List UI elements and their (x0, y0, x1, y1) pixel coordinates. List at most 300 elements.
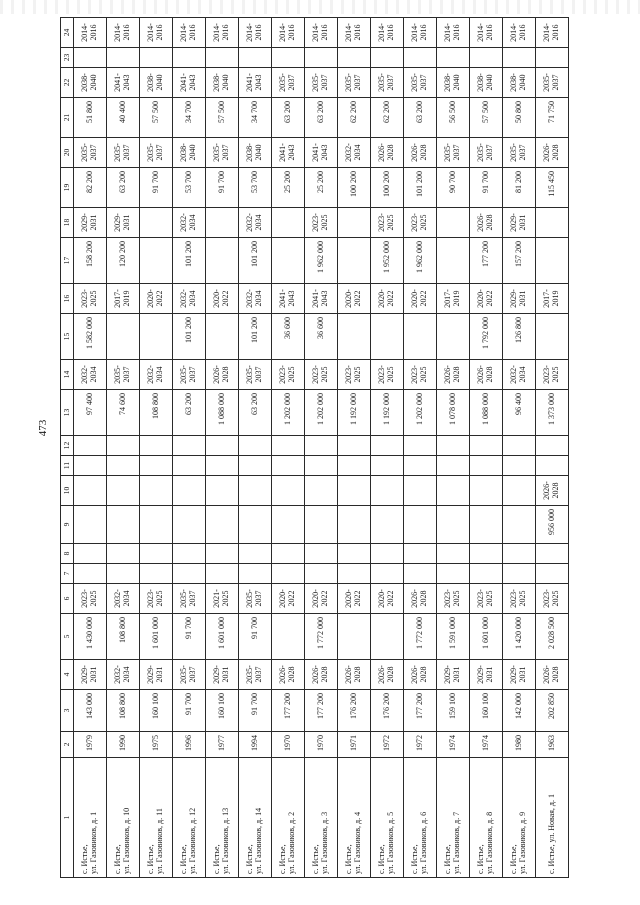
column-number-row (61, 18, 74, 878)
table-cell (503, 456, 536, 476)
table-cell (239, 48, 272, 68)
table-cell: 2023- 2025 (437, 584, 470, 614)
table-cell: 202 850 (536, 690, 569, 732)
table-cell: 91 700 (206, 168, 239, 208)
column-number: 7 (61, 564, 74, 584)
table-cell: 1 420 000 (503, 614, 536, 660)
table-cell: 2021- 2025 (206, 584, 239, 614)
table-cell (437, 506, 470, 544)
table-cell: 101 200 (404, 168, 437, 208)
table-cell: 40 400 (107, 98, 140, 138)
table-cell: 2032- 2034 (173, 284, 206, 314)
table-cell: 1 078 000 (437, 390, 470, 436)
table-cell: 2032- 2034 (173, 208, 206, 238)
table-cell (206, 564, 239, 584)
table-cell (206, 544, 239, 564)
table-cell: 1 792 000 (470, 314, 503, 360)
table-cell (173, 456, 206, 476)
table-cell: 160 100 (140, 690, 173, 732)
table-cell (404, 506, 437, 544)
table-cell: 2020- 2022 (140, 284, 173, 314)
table-cell (173, 506, 206, 544)
table-area (60, 18, 605, 878)
table-cell (239, 436, 272, 456)
table-cell (272, 506, 305, 544)
table-cell: 2035- 2037 (437, 138, 470, 168)
table-cell (140, 208, 173, 238)
address-cell: с. Истье, ул. Газовиков, д. 3 (305, 758, 338, 878)
table-cell (404, 48, 437, 68)
column-number: 6 (61, 584, 74, 614)
address-cell: с. Истье, ул. Газовиков, д. 11 (140, 758, 173, 878)
address-cell: с. Истье, ул. Газовиков, д. 1 (74, 758, 107, 878)
table-cell: 34 700 (239, 98, 272, 138)
table-cell (371, 544, 404, 564)
table-cell: 2035- 2037 (239, 584, 272, 614)
table-cell (140, 544, 173, 564)
table-cell: 2035- 2037 (470, 138, 503, 168)
table-cell (404, 544, 437, 564)
table-cell (140, 564, 173, 584)
table-cell (536, 208, 569, 238)
table-cell: 1990 (107, 732, 140, 758)
column-number: 13 (61, 390, 74, 436)
table-cell (206, 48, 239, 68)
column-number: 20 (61, 138, 74, 168)
table-row (173, 18, 206, 878)
table-cell (74, 476, 107, 506)
table-cell (140, 314, 173, 360)
table-cell (437, 208, 470, 238)
table-cell: 2017- 2019 (107, 284, 140, 314)
table-cell (272, 436, 305, 456)
table-row (503, 18, 536, 878)
table-cell: 101 200 (173, 238, 206, 284)
table-cell: 2032- 2034 (239, 284, 272, 314)
table-cell (140, 456, 173, 476)
column-number: 15 (61, 314, 74, 360)
table-cell: 74 600 (107, 390, 140, 436)
table-cell: 160 100 (470, 690, 503, 732)
table-cell: 1 601 000 (140, 614, 173, 660)
table-cell (503, 48, 536, 68)
table-cell: 2029- 2031 (470, 660, 503, 690)
table-cell: 176 200 (371, 690, 404, 732)
table-cell: 2020- 2022 (206, 284, 239, 314)
column-number: 19 (61, 168, 74, 208)
table-cell (173, 564, 206, 584)
table-cell: 2014- 2016 (206, 18, 239, 48)
table-cell (338, 238, 371, 284)
table-cell (503, 476, 536, 506)
table-row (536, 18, 569, 878)
table-cell: 34 700 (173, 98, 206, 138)
table-cell (371, 314, 404, 360)
table-cell: 2038- 2040 (74, 68, 107, 98)
table-cell: 2023- 2025 (503, 584, 536, 614)
table-cell (338, 456, 371, 476)
table-cell: 71 750 (536, 98, 569, 138)
table-cell: 90 700 (437, 168, 470, 208)
table-cell: 2041- 2043 (173, 68, 206, 98)
table-cell: 2026- 2028 (536, 476, 569, 506)
table-row (404, 18, 437, 878)
table-cell (536, 314, 569, 360)
table-cell: 2 028 500 (536, 614, 569, 660)
table-cell (239, 544, 272, 564)
table-cell: 2026- 2028 (272, 660, 305, 690)
column-number: 4 (61, 660, 74, 690)
table-cell: 2026- 2028 (206, 360, 239, 390)
table-cell: 101 200 (239, 314, 272, 360)
table-cell: 2023- 2025 (272, 360, 305, 390)
table-cell (371, 456, 404, 476)
table-cell (140, 436, 173, 456)
table-cell: 1972 (404, 732, 437, 758)
table-cell: 1 192 000 (338, 390, 371, 436)
table-cell: 2023- 2025 (536, 360, 569, 390)
table-cell: 57 500 (470, 98, 503, 138)
table-cell: 97 400 (74, 390, 107, 436)
table-cell: 2029- 2031 (140, 660, 173, 690)
table-cell: 2023- 2025 (140, 584, 173, 614)
table-cell: 1 088 000 (470, 390, 503, 436)
table-cell (338, 544, 371, 564)
table-cell: 2038- 2040 (437, 68, 470, 98)
table-row (305, 18, 338, 878)
table-cell (305, 544, 338, 564)
table-cell: 956 000 (536, 506, 569, 544)
table-cell (206, 506, 239, 544)
table-cell (107, 436, 140, 456)
column-number: 22 (61, 68, 74, 98)
table-cell (338, 564, 371, 584)
table-cell: 2035- 2037 (404, 68, 437, 98)
table-cell: 63 200 (305, 98, 338, 138)
table-cell: 57 500 (140, 98, 173, 138)
table-cell: 2041- 2043 (305, 138, 338, 168)
table-cell (470, 456, 503, 476)
table-cell: 2035- 2037 (239, 660, 272, 690)
column-number: 2 (61, 732, 74, 758)
table-cell (107, 506, 140, 544)
table-cell (404, 314, 437, 360)
table-cell (536, 456, 569, 476)
table-cell: 2035- 2037 (272, 68, 305, 98)
table-cell: 126 800 (503, 314, 536, 360)
table-cell: 1 373 000 (536, 390, 569, 436)
table-cell (305, 476, 338, 506)
table-cell: 2017- 2019 (437, 284, 470, 314)
address-cell: с. Истье, ул. Газовиков, д. 2 (272, 758, 305, 878)
table-cell (371, 564, 404, 584)
table-cell (74, 564, 107, 584)
table-cell: 2029- 2031 (503, 208, 536, 238)
table-cell (272, 208, 305, 238)
table-cell: 2014- 2016 (503, 18, 536, 48)
table-cell: 2014- 2016 (173, 18, 206, 48)
table-cell: 2014- 2016 (107, 18, 140, 48)
table-cell: 159 100 (437, 690, 470, 732)
table-cell: 2035- 2037 (239, 360, 272, 390)
table-cell: 2035- 2037 (305, 68, 338, 98)
table-cell (437, 238, 470, 284)
table-cell (272, 476, 305, 506)
table-cell: 2041- 2043 (272, 284, 305, 314)
table-cell: 63 200 (404, 98, 437, 138)
table-cell: 2026- 2028 (305, 660, 338, 690)
column-number: 9 (61, 506, 74, 544)
table-cell: 108 800 (107, 690, 140, 732)
data-table (60, 17, 569, 878)
table-cell: 2026- 2028 (536, 660, 569, 690)
table-cell (107, 314, 140, 360)
table-cell: 157 200 (503, 238, 536, 284)
table-cell: 115 450 (536, 168, 569, 208)
table-cell: 1 591 000 (437, 614, 470, 660)
table-cell: 2038- 2040 (206, 68, 239, 98)
table-cell: 2029- 2031 (503, 660, 536, 690)
table-cell (404, 456, 437, 476)
address-cell: с. Истье, ул. Газовиков, д. 4 (338, 758, 371, 878)
table-cell: 1970 (305, 732, 338, 758)
table-cell: 2032- 2034 (107, 660, 140, 690)
table-cell (437, 314, 470, 360)
address-cell: с. Истье, ул. Газовиков, д. 13 (206, 758, 239, 878)
table-cell: 2041- 2043 (272, 138, 305, 168)
address-cell: с. Истье, ул. Газовиков, д. 9 (503, 758, 536, 878)
table-cell (107, 48, 140, 68)
table-cell (272, 544, 305, 564)
table-cell: 2035- 2037 (503, 138, 536, 168)
table-cell: 1 772 000 (305, 614, 338, 660)
table-cell: 2014- 2016 (272, 18, 305, 48)
table-cell: 2026- 2028 (470, 208, 503, 238)
table-cell: 1 202 000 (305, 390, 338, 436)
table-cell: 1977 (206, 732, 239, 758)
table-cell: 1972 (371, 732, 404, 758)
table-row (74, 18, 107, 878)
column-number: 17 (61, 238, 74, 284)
table-cell: 2029- 2031 (107, 208, 140, 238)
address-cell: с. Истье, ул. Газовиков, д. 8 (470, 758, 503, 878)
table-cell: 2023- 2025 (404, 208, 437, 238)
table-cell (206, 238, 239, 284)
table-cell: 91 700 (140, 168, 173, 208)
table-cell: 1 088 000 (206, 390, 239, 436)
table-cell: 2017- 2019 (536, 284, 569, 314)
table-cell: 2035- 2037 (173, 584, 206, 614)
table-cell (305, 564, 338, 584)
table-cell: 51 800 (74, 98, 107, 138)
table-cell: 2014- 2016 (305, 18, 338, 48)
table-cell: 2032- 2034 (503, 360, 536, 390)
table-cell: 2020- 2022 (338, 584, 371, 614)
table-cell (239, 564, 272, 584)
table-cell (239, 456, 272, 476)
table-cell: 108 800 (107, 614, 140, 660)
column-number: 23 (61, 48, 74, 68)
address-cell: с. Истье, ул. Газовиков, д. 14 (239, 758, 272, 878)
table-cell: 177 200 (272, 690, 305, 732)
table-cell: 2023- 2025 (74, 584, 107, 614)
rotated-table-wrapper (60, 18, 605, 878)
table-row (272, 18, 305, 878)
table-cell: 91 700 (470, 168, 503, 208)
table-cell (140, 48, 173, 68)
table-cell: 1 430 000 (74, 614, 107, 660)
table-cell: 25 200 (272, 168, 305, 208)
table-cell (338, 314, 371, 360)
table-cell: 2026- 2028 (404, 138, 437, 168)
table-cell (206, 314, 239, 360)
table-cell: 1 772 000 (404, 614, 437, 660)
table-cell (338, 436, 371, 456)
table-row (140, 18, 173, 878)
table-cell: 2038- 2040 (140, 68, 173, 98)
table-cell: 2026- 2028 (338, 660, 371, 690)
table-cell: 2035- 2037 (140, 138, 173, 168)
table-cell (173, 436, 206, 456)
table-cell: 91 700 (239, 690, 272, 732)
table-cell: 1971 (338, 732, 371, 758)
table-cell: 177 200 (470, 238, 503, 284)
table-cell: 2020- 2022 (404, 284, 437, 314)
table-cell: 2014- 2016 (536, 18, 569, 48)
table-row (470, 18, 503, 878)
table-cell: 2014- 2016 (404, 18, 437, 48)
table-cell: 2023- 2025 (371, 360, 404, 390)
page-number: 473 (37, 419, 49, 437)
table-cell: 50 800 (503, 98, 536, 138)
table-cell: 2023- 2025 (305, 360, 338, 390)
table-cell: 2035- 2037 (206, 138, 239, 168)
table-cell: 36 600 (272, 314, 305, 360)
address-cell: с. Истье, ул. Газовиков, д. 5 (371, 758, 404, 878)
table-cell (140, 506, 173, 544)
table-cell (140, 476, 173, 506)
table-cell (371, 436, 404, 456)
address-cell: с. Истье, ул. Газовиков, д. 6 (404, 758, 437, 878)
table-cell: 63 200 (173, 390, 206, 436)
table-cell: 1975 (140, 732, 173, 758)
table-cell (239, 476, 272, 506)
table-cell: 1 601 000 (206, 614, 239, 660)
table-cell: 1979 (74, 732, 107, 758)
table-cell: 25 200 (305, 168, 338, 208)
table-cell: 63 200 (272, 98, 305, 138)
table-cell (404, 436, 437, 456)
table-cell: 2014- 2016 (140, 18, 173, 48)
table-cell: 2035- 2037 (107, 360, 140, 390)
table-cell: 36 600 (305, 314, 338, 360)
table-row (437, 18, 470, 878)
table-cell (371, 506, 404, 544)
table-cell (74, 48, 107, 68)
table-cell: 91 700 (173, 614, 206, 660)
table-cell: 63 200 (239, 390, 272, 436)
table-cell (239, 506, 272, 544)
table-cell (338, 476, 371, 506)
table-cell: 2020- 2022 (371, 584, 404, 614)
table-row (206, 18, 239, 878)
table-cell: 177 200 (404, 690, 437, 732)
table-cell: 63 200 (107, 168, 140, 208)
table-cell: 81 200 (503, 168, 536, 208)
table-cell: 2023- 2025 (470, 584, 503, 614)
table-cell: 2035- 2037 (536, 68, 569, 98)
table-cell: 2023- 2025 (404, 360, 437, 390)
table-cell (305, 506, 338, 544)
table-cell (536, 238, 569, 284)
table-cell: 2032- 2034 (140, 360, 173, 390)
column-number: 11 (61, 456, 74, 476)
table-cell: 1 582 000 (74, 314, 107, 360)
table-cell: 1974 (470, 732, 503, 758)
table-cell: 91 700 (239, 614, 272, 660)
table-row (239, 18, 272, 878)
table-cell: 2041- 2043 (107, 68, 140, 98)
table-cell: 2026- 2028 (371, 138, 404, 168)
table-cell: 2035- 2037 (173, 660, 206, 690)
table-cell: 2029- 2031 (503, 284, 536, 314)
table-cell (272, 238, 305, 284)
table-cell: 1 601 000 (470, 614, 503, 660)
table-cell (206, 456, 239, 476)
table-cell (140, 238, 173, 284)
table-cell: 2014- 2016 (470, 18, 503, 48)
table-cell (338, 614, 371, 660)
table-cell: 143 000 (74, 690, 107, 732)
table-cell (305, 48, 338, 68)
table-cell: 1 952 000 (371, 238, 404, 284)
table-cell (338, 48, 371, 68)
table-cell: 1996 (173, 732, 206, 758)
table-cell (536, 564, 569, 584)
table-cell (470, 436, 503, 456)
table-cell: 2014- 2016 (371, 18, 404, 48)
table-cell (107, 564, 140, 584)
table-cell: 1974 (437, 732, 470, 758)
table-cell (503, 544, 536, 564)
table-cell: 2026- 2028 (371, 660, 404, 690)
table-cell: 57 500 (206, 98, 239, 138)
table-cell (503, 436, 536, 456)
table-cell (206, 476, 239, 506)
table-cell: 96 400 (503, 390, 536, 436)
table-cell: 2038- 2040 (173, 138, 206, 168)
table-cell (107, 476, 140, 506)
table-cell: 2035- 2037 (74, 138, 107, 168)
table-cell: 2026- 2028 (470, 360, 503, 390)
column-number: 3 (61, 690, 74, 732)
address-cell: с. Истье, ул. Газовиков, д. 7 (437, 758, 470, 878)
table-cell (371, 614, 404, 660)
column-number: 10 (61, 476, 74, 506)
table-cell: 2038- 2040 (239, 138, 272, 168)
table-cell (470, 476, 503, 506)
table-cell: 2029- 2031 (206, 660, 239, 690)
table-cell: 2023- 2025 (338, 360, 371, 390)
table-cell: 176 200 (338, 690, 371, 732)
table-cell (74, 544, 107, 564)
table-cell (437, 544, 470, 564)
table-cell: 2014- 2016 (437, 18, 470, 48)
table-cell: 2032- 2034 (74, 360, 107, 390)
table-cell (74, 456, 107, 476)
table-cell (536, 544, 569, 564)
table-cell: 2041- 2043 (305, 284, 338, 314)
